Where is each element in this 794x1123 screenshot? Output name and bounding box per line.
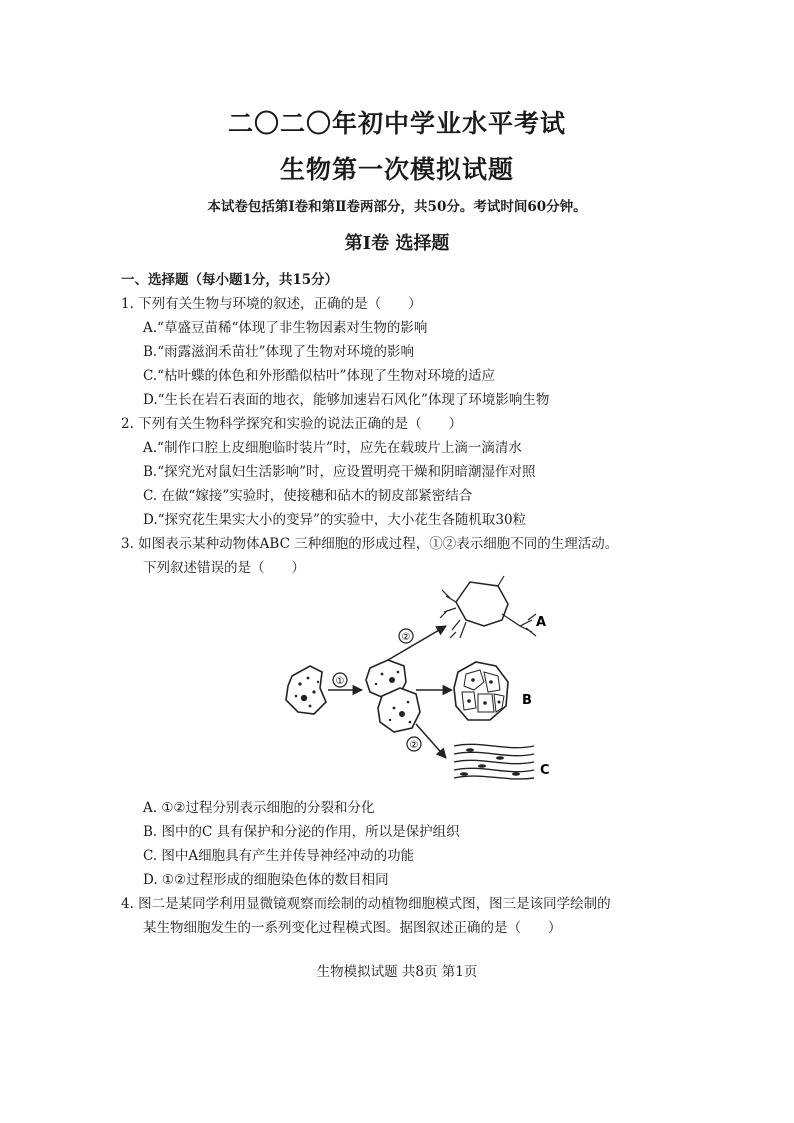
question-3-stem: 3. 如图表示某种动物体ABC 三种细胞的形成过程，①②表示细胞不同的生理活动。 (121, 536, 619, 552)
cell-differentiation-figure (270, 568, 560, 788)
label-c: C (540, 763, 550, 778)
section-heading: 一、选择题（每小题1分，共15分） (121, 272, 339, 288)
question-1-option-b: B.“雨露滋润禾苗壮”体现了生物对环境的影响 (143, 344, 415, 360)
exam-intro: 本试卷包括第Ⅰ卷和第Ⅱ卷两部分，共50分。考试时间60分钟。 (207, 199, 587, 215)
neuron-cell-icon (440, 576, 536, 638)
step2-label-top: ② (401, 632, 411, 643)
part-title: 第Ⅰ卷 选择题 (344, 233, 450, 254)
question-2-option-a: A.“制作口腔上皮细胞临时装片”时，应先在载玻片上滴一滴清水 (143, 440, 522, 456)
label-b: B (522, 693, 532, 708)
question-2-option-c: C. 在做“嫁接”实验时，使接穗和砧木的韧皮部紧密结合 (143, 488, 473, 504)
question-3-option-c: C. 图中A细胞具有产生并传导神经冲动的功能 (143, 848, 415, 864)
fibrous-tissue-icon (454, 744, 534, 779)
question-3-option-d: D. ①②过程形成的细胞染色体的数目相同 (143, 872, 389, 888)
step2-arrow-to-a (388, 626, 446, 660)
page-footer: 生物模拟试题 共8页 第1页 (316, 964, 478, 980)
question-2-stem: 2. 下列有关生物科学探究和实验的说法正确的是（ ） (121, 416, 463, 432)
question-2-option-d: D.“探究花生果实大小的变异”的实验中，大小花生各随机取30粒 (143, 512, 527, 528)
question-4-stem: 4. 图二是某同学利用显微镜观察而绘制的动植物细胞模式图，图三是该同学绘制的 (121, 896, 611, 912)
label-a: A (536, 615, 547, 630)
exam-subtitle: 生物第一次模拟试题 (279, 155, 514, 184)
exam-title: 二〇二〇年初中学业水平考试 (227, 109, 566, 138)
question-3-option-a: A. ①②过程分别表示细胞的分裂和分化 (143, 800, 375, 816)
original-cell-icon (286, 666, 326, 714)
question-2-option-b: B.“探究光对鼠妇生活影响”时，应设置明亮干燥和阴暗潮湿作对照 (143, 464, 536, 480)
dividing-cells-icon (366, 660, 420, 732)
question-3-stem-cont: 下列叙述错误的是（ ） (143, 560, 305, 576)
cell-cluster-icon (454, 662, 508, 720)
step2-label-bottom: ② (409, 740, 419, 751)
question-3-option-b: B. 图中的C 具有保护和分泌的作用，所以是保护组织 (143, 824, 460, 840)
question-1-option-d: D.“生长在岩石表面的地衣，能够加速岩石风化”体现了环境影响生物 (143, 392, 550, 408)
question-1-stem: 1. 下列有关生物与环境的叙述，正确的是（ ） (121, 296, 422, 312)
question-1-option-a: A.“草盛豆苗稀“体现了非生物因素对生物的影响 (143, 320, 428, 336)
step1-label: ① (335, 676, 345, 687)
question-1-option-c: C.“枯叶蝶的体色和外形酷似枯叶”体现了生物对环境的适应 (143, 368, 495, 384)
question-4-stem-cont: 某生物细胞发生的一系列变化过程模式图。据图叙述正确的是（ ） (143, 920, 562, 936)
